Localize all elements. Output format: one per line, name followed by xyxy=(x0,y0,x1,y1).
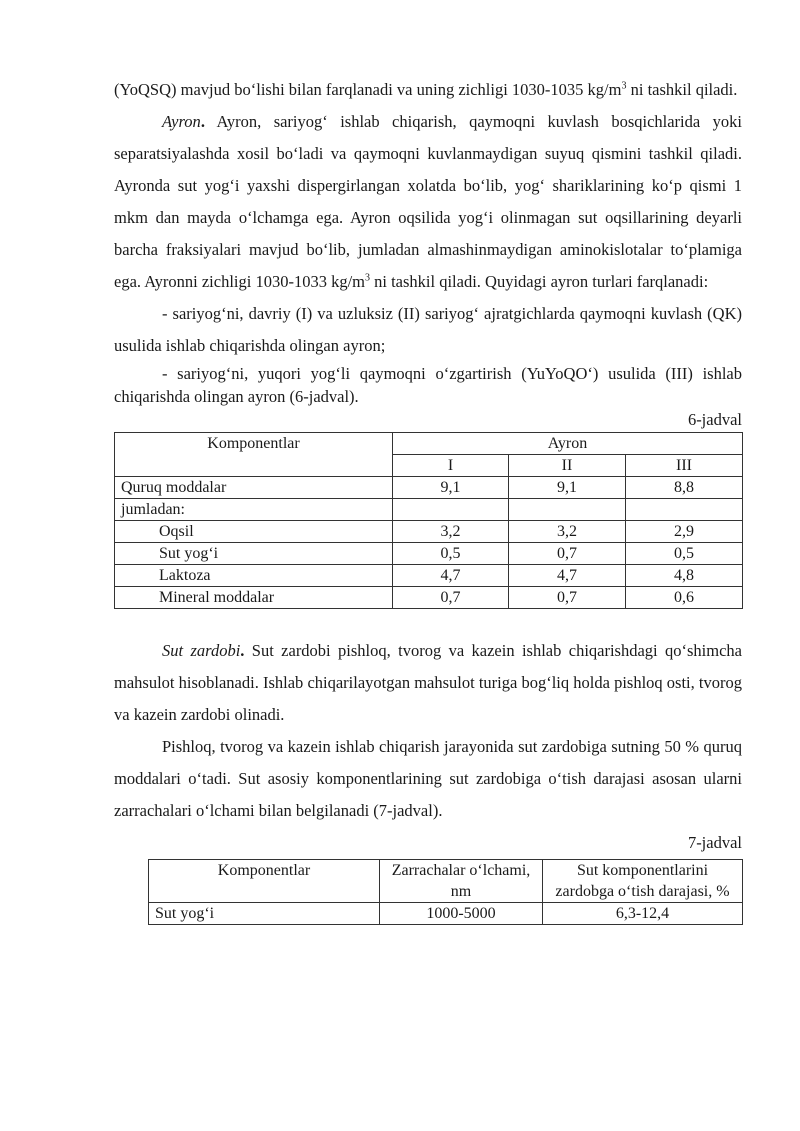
table6-header-row xyxy=(115,433,743,455)
table-cell: 0,5 xyxy=(626,543,743,565)
table-cell: 0,6 xyxy=(626,587,743,609)
table6-row-label: Laktoza xyxy=(115,565,393,587)
table-row xyxy=(115,543,743,565)
table7-header: Zarrachalar o‘lchami, nm xyxy=(380,860,543,903)
term-ayron: Ayron xyxy=(162,112,201,131)
paragraph-intro: (YoQSQ) mavjud bo‘lishi bilan farqlanadi va uning zichligi 1030-1035 $kg/m^3$ ni tashkil qiladi. xyxy=(114,80,738,99)
table7-row-label: Sut yog‘i xyxy=(149,903,380,925)
table-cell: 3,2 xyxy=(393,521,509,543)
table-6 xyxy=(114,432,743,609)
table6-caption: 6-jadval xyxy=(687,410,742,429)
table6-col-header: Komponentlar xyxy=(115,433,393,477)
table-row xyxy=(149,903,743,925)
term-sut-zardobi: Sut zardobi xyxy=(162,641,241,660)
table7-header-row xyxy=(149,860,743,903)
table6-row-label: Oqsil xyxy=(115,521,393,543)
table6-row-label: Mineral moddalar xyxy=(115,587,393,609)
table6-group-header: Ayron xyxy=(393,433,743,455)
table-7 xyxy=(148,859,743,925)
table-cell: 0,5 xyxy=(393,543,509,565)
table-cell: 2,9 xyxy=(626,521,743,543)
table6-subheader: III xyxy=(626,455,743,477)
table-cell: 0,7 xyxy=(393,587,509,609)
table-row xyxy=(115,587,743,609)
list-item-ayron-type-1: - sariyog‘ni, davriy (I) va uzluksiz (II) sariyog‘ ajratgichlarda qaymoqni kuvlash (QK) usulida ishlab chiqarishda olingan ayron; xyxy=(114,304,742,355)
table-row xyxy=(115,565,743,587)
table-cell: 4,7 xyxy=(509,565,626,587)
table-cell: 3,2 xyxy=(509,521,626,543)
table-cell: 0,7 xyxy=(509,543,626,565)
table-cell: 8,8 xyxy=(626,477,743,499)
table-cell: 9,1 xyxy=(393,477,509,499)
table-row xyxy=(115,521,743,543)
table-cell xyxy=(626,499,743,521)
table-cell: 0,7 xyxy=(509,587,626,609)
table-cell xyxy=(509,499,626,521)
table6-row-label: jumladan: xyxy=(115,499,393,521)
table6-row-label: Sut yog‘i xyxy=(115,543,393,565)
list-item-ayron-type-2: - sariyog‘ni, yuqori yog‘li qaymoqni o‘zgartirish (YuYoQO‘) usulida (III) ishlab chiqarishda olingan ayron (6-jadval). xyxy=(114,364,742,406)
table7-header: Sut komponentlarini zardobga o‘tish darajasi, % xyxy=(543,860,743,903)
table6-subheader: II xyxy=(509,455,626,477)
table-cell: 6,3-12,4 xyxy=(543,903,743,925)
table7-header: Komponentlar xyxy=(149,860,380,903)
document-page xyxy=(114,74,742,925)
table-row xyxy=(115,499,743,521)
paragraph-sut-zardobi: Sut zardobi. Sut zardobi pishloq, tvorog va kazein ishlab chiqarishdagi qo‘shimcha mahsulot hisoblanadi. Ishlab chiqarilayotgan mahsulot turiga bog‘liq holda pishloq osti, tvorog va kazein zardobi olinadi. xyxy=(114,641,742,724)
table-cell: 1000-5000 xyxy=(380,903,543,925)
table-row xyxy=(115,477,743,499)
table-cell: 9,1 xyxy=(509,477,626,499)
table-cell: 4,7 xyxy=(393,565,509,587)
paragraph-ayron: Ayron. Ayron, sariyog‘ ishlab chiqarish, qaymoqni kuvlash bosqichlarida yoki separatsiyalashda xosil bo‘ladi va qaymoqni kuvlanmaydigan suyuq qismini tashkil qiladi. Ayronda sut yog‘i yaxshi dispergirlangan xolatda bo‘lib, yog‘ shariklarining ko‘p qismi 1 mkm dan mayda o‘lchamga ega. Ayron oqsilida yog‘i olinmagan sut oqsillarining deyarli barcha fraksiyalari mavjud bo‘lib, jumladan almashinmaydigan aminokislotalar to‘plamiga ega. Ayronni zichligi 1030-1033 $kg/m^3$ ni tashkil qiladi. Quyidagi ayron turlari farqlanadi: xyxy=(114,112,742,291)
table-cell: 4,8 xyxy=(626,565,743,587)
table6-row-label: Quruq moddalar xyxy=(115,477,393,499)
table-cell xyxy=(393,499,509,521)
spacer xyxy=(114,609,742,635)
paragraph-zardob-transfer: Pishloq, tvorog va kazein ishlab chiqarish jarayonida sut zardobiga sutning 50 % quruq moddalari o‘tadi. Sut asosiy komponentlarining sut zardobiga o‘tish darajasi asosan ularni zarrachalari o‘lchami bilan belgilanadi (7-jadval). xyxy=(114,737,742,820)
table7-caption: 7-jadval xyxy=(687,833,742,852)
table6-subheader: I xyxy=(393,455,509,477)
